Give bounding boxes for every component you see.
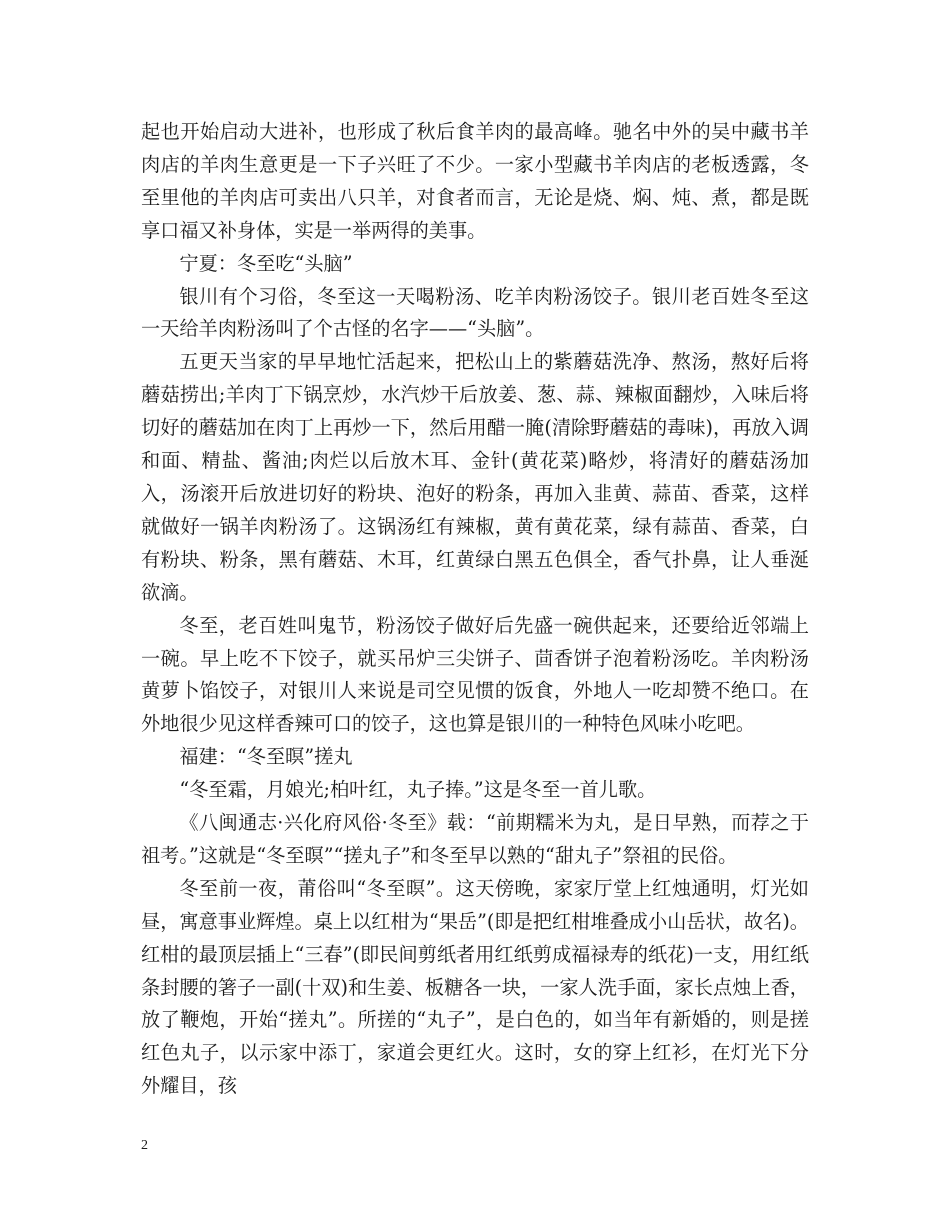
paragraph: 冬至，老百姓叫鬼节，粉汤饺子做好后先盛一碗供起来，还要给近邻端上一碗。早上吃不下饺子，就买吊炉三尖饼子、茴香饼子泡着粉汤吃。羊肉粉汤黄萝卜馅饺子，对银川人来说是司空见惯的饭食，外地人一吃却赞不绝口。在外地很少见这样香辣可口的饺子，这也算是银川的一种特色风味小吃吧。 [141,613,809,736]
section-heading-ningxia: 宁夏：冬至吃“头脑” [179,251,353,275]
paragraph: 五更天当家的早早地忙活起来，把松山上的紫蘑菇洗净、熬汤，熬好后将蘑菇捞出;羊肉丁下锅烹炒，水汽炒干后放姜、葱、蒜、辣椒面翻炒，入味后将切好的蘑菇加在肉丁上再炒一下，然后用醋一腌(清除野蘑菇的毒味)，再放入调和面、精盐、酱油;肉烂以后放木耳、金针(黄花菜)略炒，将清好的蘑菇汤加入，汤滚开后放进切好的粉块、泡好的粉条，再加入韭黄、蒜苗、香菜，这样就做好一锅羊肉粉汤了。这锅汤红有辣椒，黄有黄花菜，绿有蒜苗、香菜，白有粉块、粉条，黑有蘑菇、木耳，红黄绿白黑五色俱全，香气扑鼻，让人垂涎欲滴。 [141,350,809,604]
page-number: 2 [141,1138,148,1153]
document-body [141,116,809,1103]
paragraph: 冬至前一夜，莆俗叫“冬至暝”。这天傍晚，家家厅堂上红烛通明，灯光如昼，寓意事业辉煌。桌上以红柑为“果岳”(即是把红柑堆叠成小山岳状，故名)。红柑的最顶层插上“三春”(即民间剪纸者用红纸剪成福禄寿的纸花)一支，用红纸条封腰的箸子一副(十双)和生姜、板糖各一块，一家人洗手面，家长点烛上香，放了鞭炮，开始“搓丸”。所搓的“丸子”，是白色的，如当年有新婚的，则是搓红色丸子，以示家中添丁，家道会更红火。这时，女的穿上红衫，在灯光下分外耀目，孩 [141,876,809,1098]
paragraph: 银川有个习俗，冬至这一天喝粉汤、吃羊肉粉汤饺子。银川老百姓冬至这一天给羊肉粉汤叫了个古怪的名字——“头脑”。 [141,284,809,341]
paragraph: 《八闽通志·兴化府风俗·冬至》载：“前期糯米为丸，是日早熟，而荐之于祖考。”这就是“冬至暝”“搓丸子”和冬至早以熟的“甜丸子”祭祖的民俗。 [141,811,809,867]
paragraph-continuation: 起也开始启动大进补，也形成了秋后食羊肉的最高峰。驰名中外的吴中藏书羊肉店的羊肉生意更是一下子兴旺了不少。一家小型藏书羊肉店的老板透露，冬至里他的羊肉店可卖出八只羊，对食者而言，无论是烧、焖、炖、煮，都是既享口福又补身体，实是一举两得的美事。 [141,120,809,242]
paragraph: “冬至霜，月娘光;柏叶红，丸子捧。”这是冬至一首儿歌。 [179,778,657,802]
section-heading-fujian: 福建：“冬至暝”搓丸 [179,745,353,769]
